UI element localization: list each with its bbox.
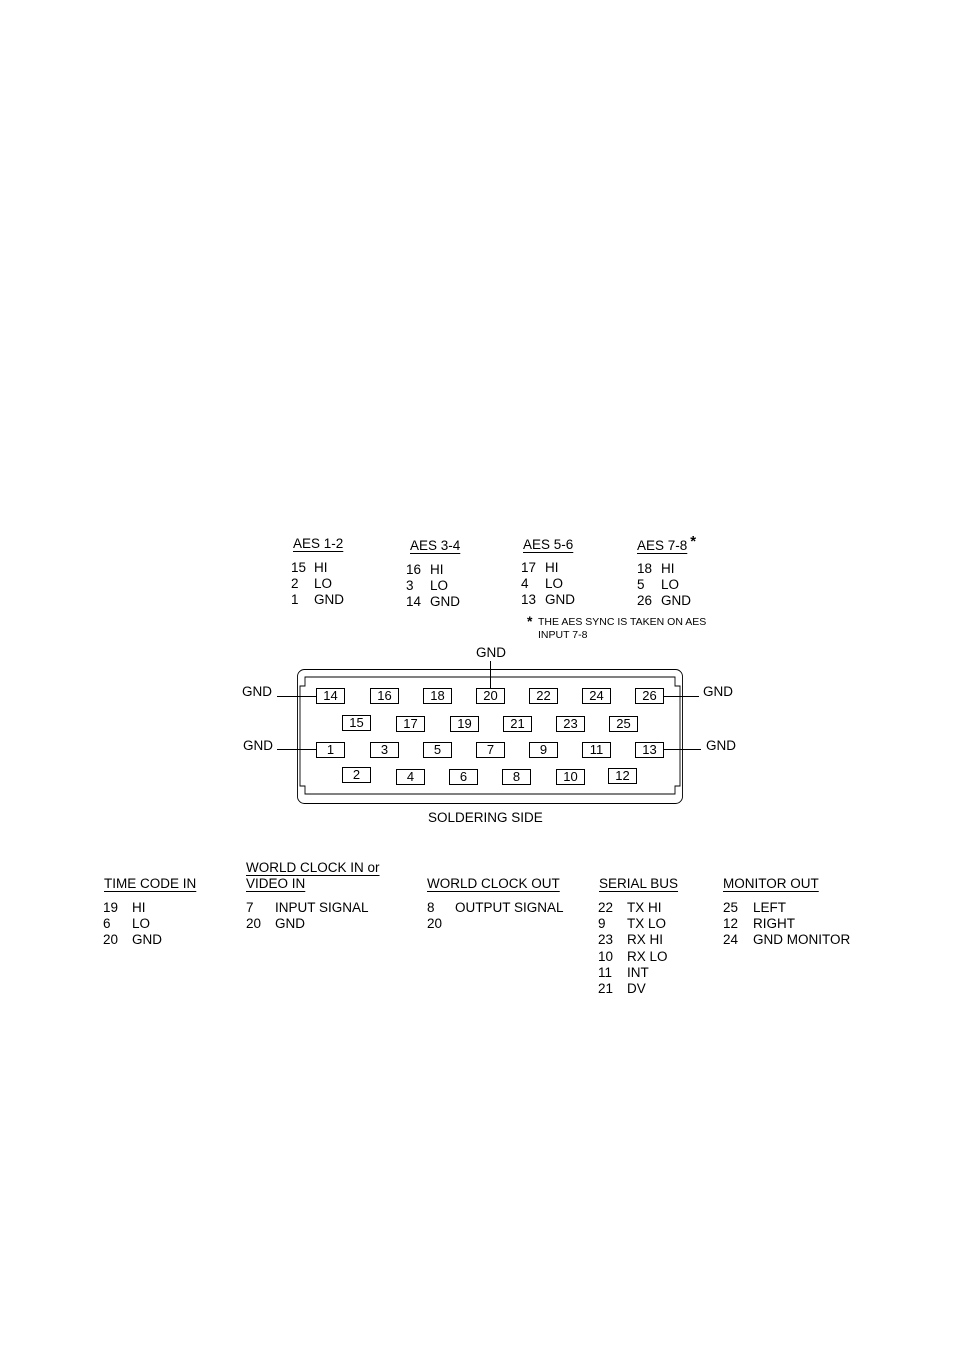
connector-caption: SOLDERING SIDE (428, 810, 543, 825)
gnd-label-right-bottom: GND (706, 738, 736, 753)
pin-4: 4 (396, 769, 425, 785)
gnd-left-top-lead (277, 696, 317, 697)
pin-26: 26 (635, 688, 664, 704)
pin-5: 5 (423, 742, 452, 758)
time-code-in-title: TIME CODE IN (104, 876, 197, 891)
pin-15: 15 (342, 715, 371, 731)
world-clock-out-title: WORLD CLOCK OUT (427, 876, 560, 891)
gnd-right-top-lead (663, 696, 699, 697)
aes-sync-note: * THE AES SYNC IS TAKEN ON AES INPUT 7-8 (527, 613, 707, 641)
pin-8: 8 (502, 769, 531, 785)
aes-5-6-pins: 17 HI 4 LO 13 GND (521, 560, 575, 608)
note-marker: * (527, 613, 533, 629)
aes-5-6-title: AES 5-6 (523, 537, 574, 552)
pin-1: 1 (316, 742, 345, 758)
pin-20: 20 (476, 688, 505, 704)
pin-25: 25 (609, 716, 638, 732)
pin-13: 13 (635, 742, 664, 758)
pin-7: 7 (476, 742, 505, 758)
pin-16: 16 (370, 688, 399, 704)
pin-18: 18 (423, 688, 452, 704)
gnd-label-top: GND (476, 645, 506, 660)
aes-7-8-pins: 18 HI 5 LO 26 GND (637, 561, 691, 609)
pin-3: 3 (370, 742, 399, 758)
pin-24: 24 (582, 688, 611, 704)
monitor-out-pins: 25 LEFT 12 RIGHT 24 GND MONITOR (723, 900, 851, 948)
pin-14: 14 (316, 688, 345, 704)
aes-7-8-title: AES 7-8 * (637, 533, 697, 553)
pin-2: 2 (342, 767, 371, 783)
pin-9: 9 (529, 742, 558, 758)
aes-3-4-pins: 16 HI 3 LO 14 GND (406, 562, 460, 610)
gnd-left-bottom-lead (277, 749, 317, 750)
pin-6: 6 (449, 769, 478, 785)
gnd-label-right-top: GND (703, 684, 733, 699)
gnd-label-left-bottom: GND (243, 738, 273, 753)
monitor-out-title: MONITOR OUT (723, 876, 819, 891)
time-code-in-pins: 19 HI 6 LO 20 GND (103, 900, 162, 948)
world-clock-in-pins: 7 INPUT SIGNAL 20 GND (246, 900, 369, 932)
pin-17: 17 (396, 716, 425, 732)
pin-11: 11 (582, 742, 611, 758)
aes-3-4-title: AES 3-4 (410, 538, 461, 553)
world-clock-in-title: WORLD CLOCK IN or VIDEO IN (246, 860, 380, 891)
aes-1-2-pins: 15 HI 2 LO 1 GND (291, 560, 344, 608)
pin-19: 19 (450, 716, 479, 732)
pin-21: 21 (503, 716, 532, 732)
aes-1-2-title: AES 1-2 (293, 536, 344, 551)
aes-7-8-marker: * (690, 533, 697, 550)
gnd-right-bottom-lead (663, 749, 701, 750)
pin-12: 12 (608, 768, 637, 784)
world-clock-out-pins: 8 OUTPUT SIGNAL 20 (427, 900, 564, 932)
gnd-label-left-top: GND (242, 684, 272, 699)
serial-bus-pins: 22 TX HI 9 TX LO 23 RX HI 10 RX LO 11 INT 21 DV (598, 900, 668, 997)
pin-10: 10 (556, 769, 585, 785)
pin-22: 22 (529, 688, 558, 704)
pin-23: 23 (556, 716, 585, 732)
serial-bus-title: SERIAL BUS (599, 876, 679, 891)
